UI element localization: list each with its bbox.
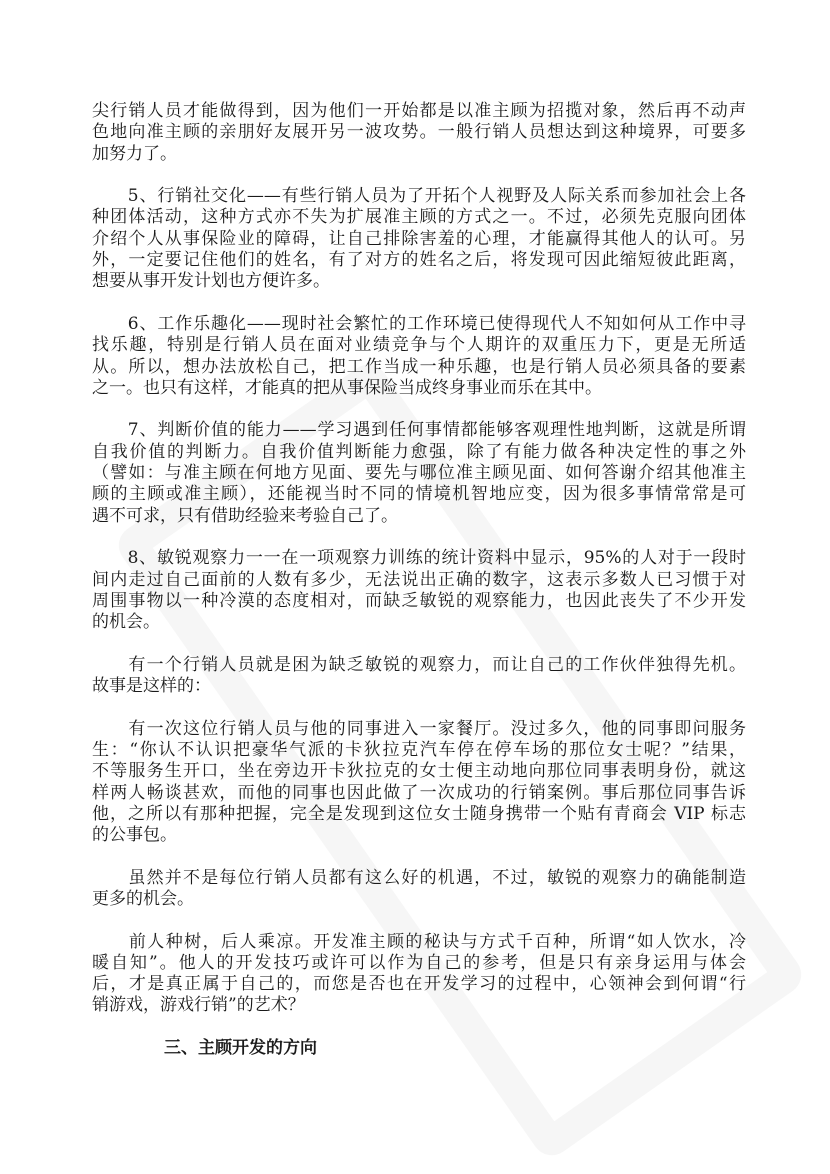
paragraph — [92, 420, 746, 526]
text-line: 色地向准主顾的亲朋好友展开另一波攻势。一般行销人员想达到这种境界，可要多 — [92, 122, 746, 143]
text-line: 暖自知”。他人的开发技巧或许可以作为自己的参考，但是只有亲身运用与体会 — [92, 952, 746, 973]
text-line: 种团体活动，这种方式亦不失为扩展准主顾的方式之一。不过，必须先克服向团体 — [92, 207, 746, 228]
text-line: 有一个行销人员就是困为缺乏敏锐的观察力，而让自己的工作伙伴独得先机。 — [92, 654, 746, 675]
text-line: 周围事物以一种冷漠的态度相对，而缺乏敏锐的观察能力，也因此丧失了不少开发 — [92, 590, 746, 611]
text-line: 后，才是真正属于自己的，而您是否也在开发学习的过程中，心领神会到何谓“行 — [92, 974, 746, 995]
paragraph — [92, 101, 746, 165]
text-line: 6、工作乐趣化——现时社会繁忙的工作环境已使得现代人不知如何从工作中寻 — [92, 313, 746, 334]
text-line: 更多的机会。 — [92, 888, 194, 909]
paragraph — [92, 932, 746, 1017]
text-line: （譬如：与准主顾在何地方见面、要先与哪位准主顾见面、如何答谢介绍其他准主 — [92, 463, 746, 484]
paragraph — [92, 314, 746, 399]
text-line: 虽然并不是每位行销人员都有这么好的机遇，不过，敏锐的观察力的确能制造 — [92, 867, 746, 888]
paragraph — [92, 186, 746, 292]
paragraph — [92, 548, 746, 633]
text-line: 加努力了。 — [92, 143, 177, 164]
text-line: 介绍个人从事保险业的障碍，让自己排除害羞的心理，才能赢得其他人的认可。另 — [92, 228, 746, 249]
text-line: 遇不可求，只有借助经验来考验自己了。 — [92, 505, 398, 526]
text-line: 外，一定要记住他们的姓名，有了对方的姓名之后，将发现可因此缩短彼此距离， — [92, 250, 746, 271]
paragraph — [92, 719, 746, 847]
text-line: 从。所以，想办法放松自己，把工作当成一种乐趣，也是行销人员必须具备的要素 — [92, 356, 746, 377]
text-line: 8、敏锐观察力一一在一项观察力训练的统计资料中显示，95%的人对于一段时 — [92, 548, 746, 569]
paragraph — [92, 655, 746, 698]
text-line: 前人种树，后人乘凉。开发准主顾的秘诀与方式千百种，所谓“如人饮水，冷 — [92, 931, 746, 952]
text-line: 的机会。 — [92, 612, 160, 633]
paragraph — [92, 868, 746, 911]
text-line: 生：“你认不认识把豪华气派的卡狄拉克汽车停在停车场的那位女士呢？”结果， — [92, 739, 746, 760]
text-line: 尖行销人员才能做得到，因为他们一开始都是以准主顾为招揽对象，然后再不动声 — [92, 101, 746, 121]
section-heading: 三、主顾开发的方向 — [164, 1038, 317, 1059]
text-line: 不等服务生开口，坐在旁边开卡狄拉克的女士便主动地向那位同事表明身份，就这 — [92, 761, 746, 782]
text-line: 有一次这位行销人员与他的同事进入一家餐厅。没过多久，他的同事即问服务 — [92, 718, 746, 739]
text-line: 想要从事开发计划也方便许多。 — [92, 271, 330, 292]
text-line: 5、行销社交化——有些行销人员为了开拓个人视野及人际关系而参加社会上各 — [92, 186, 746, 207]
text-line: 7、判断价值的能力——学习遇到任何事情都能够客观理性地判断，这就是所谓 — [92, 420, 746, 441]
text-line: 他，之所以有那种把握，完全是发现到这位女士随身携带一个贴有青商会 VIP 标志 — [92, 803, 746, 824]
text-line: 间内走过自己面前的人数有多少，无法说出正确的数字，这表示多数人已习惯于对 — [92, 569, 746, 590]
text-line: 销游戏，游戏行销”的艺术？ — [92, 995, 305, 1016]
text-line: 顾的主顾或准主顾），还能视当时不同的情境机智地应变，因为很多事情常常是可 — [92, 484, 746, 505]
text-line: 样两人畅谈甚欢，而他的同事也因此做了一次成功的行销案例。事后那位同事告诉 — [92, 782, 746, 803]
document-page — [92, 101, 746, 1059]
text-line: 自我价值的判断力。自我价值判断能力愈强，除了有能力做各种决定性的事之外 — [92, 441, 746, 462]
text-line: 故事是这样的： — [92, 676, 211, 697]
text-line: 找乐趣，特别是行销人员在面对业绩竞争与个人期许的双重压力下，更是无所适 — [92, 335, 746, 356]
text-line: 之一。也只有这样，才能真的把从事保险当成终身事业而乐在其中。 — [92, 377, 602, 398]
text-line: 的公事包。 — [92, 825, 177, 846]
